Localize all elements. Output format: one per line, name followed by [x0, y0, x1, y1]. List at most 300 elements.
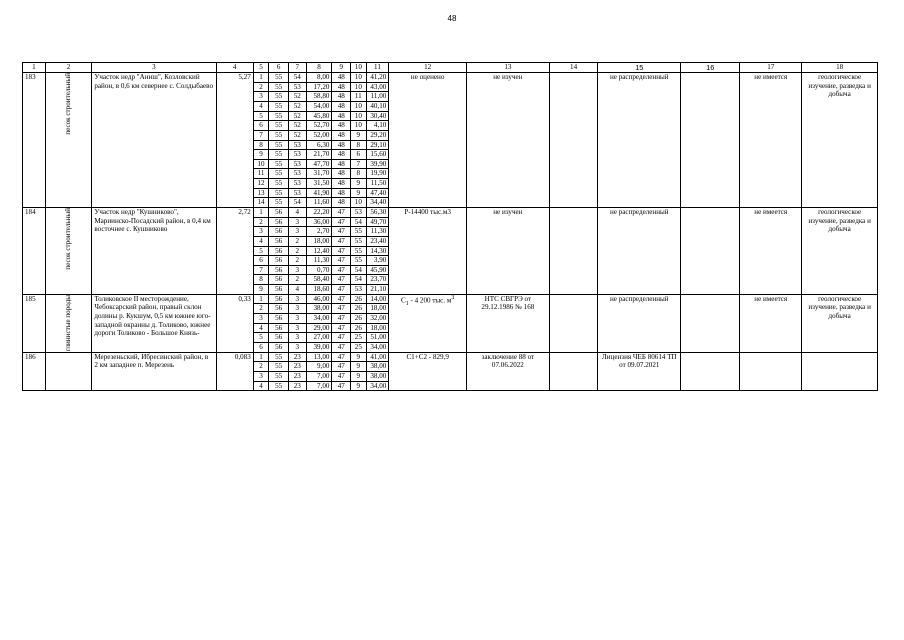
coordinate-cell: 47,40	[366, 188, 389, 198]
coordinate-cell: 47	[332, 342, 351, 352]
coordinate-cell: 1	[253, 208, 269, 218]
coordinate-cell: 2,70	[306, 227, 332, 237]
coordinate-cell: 41,20	[366, 73, 389, 83]
coordinate-cell: 47	[332, 256, 351, 266]
coordinate-cell: 48	[332, 150, 351, 160]
coordinate-cell: 2	[288, 246, 306, 256]
coordinate-cell: 7	[253, 130, 269, 140]
coordinate-cell: 55	[269, 188, 289, 198]
coordinate-cell: 34,00	[306, 314, 332, 324]
coordinate-cell: 19,90	[366, 169, 389, 179]
coordinate-cell: 2	[253, 217, 269, 227]
coordinate-cell: 56	[269, 256, 289, 266]
coordinate-cell: 48	[332, 73, 351, 83]
coordinate-cell: 39,90	[366, 159, 389, 169]
coordinate-cell: 55	[269, 130, 289, 140]
register-table	[22, 62, 878, 391]
usage-purpose: геологическое изучение, разведка и добыча	[802, 208, 878, 295]
coordinate-cell: 56	[269, 236, 289, 246]
coordinate-cell: 2	[253, 304, 269, 314]
coordinate-cell: 6	[253, 342, 269, 352]
coordinate-cell: 9	[253, 150, 269, 160]
coordinate-cell: 38,00	[366, 371, 389, 381]
coordinate-cell: 47	[332, 208, 351, 218]
coordinate-cell: 2	[288, 256, 306, 266]
coordinate-cell: 58,40	[306, 275, 332, 285]
reserves-value: - 4 200 тыс. м	[408, 296, 452, 305]
coordinate-cell: 23	[288, 371, 306, 381]
coordinate-cell: 45,80	[306, 111, 332, 121]
coordinate-cell: 34,00	[366, 381, 389, 391]
column-14	[549, 294, 598, 352]
coordinate-cell: 55	[351, 227, 367, 237]
coordinate-cell: 53	[288, 169, 306, 179]
coordinate-cell: 3	[288, 314, 306, 324]
column-17	[740, 352, 802, 391]
coordinate-cell: 55	[269, 159, 289, 169]
coordinate-cell: 48	[332, 159, 351, 169]
coordinate-cell: 55	[269, 362, 289, 372]
coordinate-cell: 4,10	[366, 121, 389, 131]
reserves-unit-power: 3	[451, 294, 455, 301]
license-status: не распределенный	[598, 294, 681, 352]
coordinate-cell: 8	[351, 140, 367, 150]
coordinate-cell: 2	[253, 82, 269, 92]
coordinate-cell: 55	[269, 82, 289, 92]
coordinate-cell: 3	[253, 227, 269, 237]
column-17: не имеется	[740, 73, 802, 208]
coordinate-cell: 3	[253, 92, 269, 102]
coordinate-cell: 13	[253, 188, 269, 198]
column-number-16: 16	[681, 63, 740, 73]
column-number-4: 4	[216, 63, 253, 73]
license-status: не распределенный	[598, 73, 681, 208]
coordinate-cell: 5	[253, 246, 269, 256]
coordinate-cell: 52	[288, 121, 306, 131]
coordinate-cell: 41,90	[306, 188, 332, 198]
coordinate-cell: 47	[332, 333, 351, 343]
coordinate-cell: 45,90	[366, 265, 389, 275]
coordinate-cell: 18,00	[306, 236, 332, 246]
coordinate-cell: 8	[351, 169, 367, 179]
coordinate-cell: 56	[269, 246, 289, 256]
coordinate-cell: 10	[351, 101, 367, 111]
coordinate-cell: 25	[351, 333, 367, 343]
license-status: не распределенный	[598, 208, 681, 295]
coordinate-cell: 4	[253, 101, 269, 111]
coordinate-cell: 31,50	[306, 179, 332, 189]
coordinate-cell: 53	[288, 159, 306, 169]
table-row	[23, 73, 878, 83]
mineral-type-label: глинистые породы	[64, 294, 73, 351]
column-17: не имеется	[740, 294, 802, 352]
coordinate-cell: 48	[332, 140, 351, 150]
coordinate-cell: 26	[351, 314, 367, 324]
reserves	[389, 294, 467, 352]
column-number-11: 11	[366, 63, 389, 73]
column-number-2: 2	[45, 63, 92, 73]
coordinate-cell: 39,00	[306, 342, 332, 352]
coordinate-cell: 3,90	[366, 256, 389, 266]
coordinate-cell: 3	[253, 371, 269, 381]
table-row	[23, 294, 878, 304]
coordinate-cell: 23	[288, 352, 306, 362]
coordinate-cell: 4	[253, 236, 269, 246]
coordinate-cell: 52,00	[306, 130, 332, 140]
table-row	[23, 352, 878, 362]
coordinate-cell: 9	[351, 179, 367, 189]
coordinate-cell: 55	[269, 352, 289, 362]
coordinate-cell: 29,20	[366, 130, 389, 140]
coordinate-cell: 56,30	[366, 208, 389, 218]
coordinate-cell: 54	[351, 275, 367, 285]
coordinate-cell: 48	[332, 111, 351, 121]
coordinate-cell: 52,70	[306, 121, 332, 131]
coordinate-cell: 47	[332, 314, 351, 324]
coordinate-cell: 3	[253, 314, 269, 324]
coordinate-cell: 47	[332, 371, 351, 381]
coordinate-cell: 3	[288, 294, 306, 304]
column-16	[681, 352, 740, 391]
mineral-type	[45, 73, 92, 208]
coordinate-cell: 56	[269, 227, 289, 237]
coordinate-cell: 55	[351, 256, 367, 266]
coordinate-cell: 47	[332, 294, 351, 304]
coordinate-cell: 10	[351, 82, 367, 92]
reserves: C1+C2 - 829,9	[389, 352, 467, 391]
coordinate-cell: 38,00	[366, 362, 389, 372]
reserves: не оценено	[389, 73, 467, 208]
page-number: 48	[447, 14, 457, 23]
coordinate-cell: 56	[269, 208, 289, 218]
coordinate-cell: 6	[351, 150, 367, 160]
coordinate-cell: 23	[288, 362, 306, 372]
coordinate-cell: 54	[288, 198, 306, 208]
coordinate-cell: 3	[288, 217, 306, 227]
coordinate-cell: 40,10	[366, 101, 389, 111]
record-id: 185	[23, 294, 46, 352]
coordinate-cell: 1	[253, 294, 269, 304]
site-area: 0,083	[216, 352, 253, 391]
coordinate-cell: 4	[288, 208, 306, 218]
coordinate-cell: 55	[269, 381, 289, 391]
column-14	[549, 208, 598, 295]
coordinate-cell: 53	[288, 82, 306, 92]
coordinate-cell: 52	[288, 101, 306, 111]
coordinate-cell: 4	[288, 285, 306, 295]
coordinate-cell: 10	[351, 73, 367, 83]
coordinate-cell: 14	[253, 198, 269, 208]
coordinate-cell: 18,00	[366, 304, 389, 314]
coordinate-cell: 26	[351, 304, 367, 314]
coordinate-cell: 15,60	[366, 150, 389, 160]
coordinate-cell: 48	[332, 198, 351, 208]
reserves-category: C	[400, 296, 406, 305]
reserves: P-14400 тыс.м3	[389, 208, 467, 295]
coordinate-cell: 56	[269, 342, 289, 352]
coordinate-cell: 48	[332, 130, 351, 140]
coordinate-cell: 9	[253, 285, 269, 295]
coordinate-cell: 48	[332, 82, 351, 92]
coordinate-cell: 9	[351, 130, 367, 140]
column-14	[549, 73, 598, 208]
coordinate-cell: 4	[253, 381, 269, 391]
coordinate-cell: 56	[269, 294, 289, 304]
coordinate-cell: 47	[332, 217, 351, 227]
column-number-15: 15	[598, 63, 681, 73]
column-number-3: 3	[92, 63, 216, 73]
coordinate-cell: 54,00	[306, 101, 332, 111]
coordinate-cell: 56	[269, 333, 289, 343]
usage-purpose: геологическое изучение, разведка и добыча	[802, 73, 878, 208]
coordinate-cell: 9	[351, 188, 367, 198]
coordinate-cell: 51,00	[366, 333, 389, 343]
column-number-12: 12	[389, 63, 467, 73]
coordinate-cell: 47	[332, 275, 351, 285]
coordinate-cell: 9	[351, 381, 367, 391]
coordinate-cell: 55	[269, 179, 289, 189]
column-number-6: 6	[269, 63, 289, 73]
mineral-type-label: песок строительный	[64, 73, 73, 135]
coordinate-cell: 10	[351, 111, 367, 121]
coordinate-cell: 47	[332, 381, 351, 391]
column-number-9: 9	[332, 63, 351, 73]
coordinate-cell: 36,00	[306, 217, 332, 227]
coordinate-cell: 11,30	[366, 227, 389, 237]
column-number-row	[23, 63, 878, 73]
column-14	[549, 352, 598, 391]
mineral-type	[45, 352, 92, 391]
coordinate-cell: 43,00	[366, 82, 389, 92]
column-number-7: 7	[288, 63, 306, 73]
coordinate-cell: 47	[332, 285, 351, 295]
coordinate-cell: 7,00	[306, 381, 332, 391]
coordinate-cell: 1	[253, 73, 269, 83]
mineral-type	[45, 294, 92, 352]
coordinate-cell: 48	[332, 179, 351, 189]
record-id: 186	[23, 352, 46, 391]
coordinate-cell: 55	[269, 150, 289, 160]
coordinate-cell: 14,00	[366, 294, 389, 304]
study-status: НТС СВГРЭ от 29.12.1986 № 168	[466, 294, 549, 352]
coordinate-cell: 3	[288, 333, 306, 343]
coordinate-cell: 26	[351, 294, 367, 304]
coordinate-cell: 23,70	[366, 275, 389, 285]
study-status: не изучен	[466, 208, 549, 295]
coordinate-cell: 2	[253, 362, 269, 372]
column-16	[681, 208, 740, 295]
table-row	[23, 208, 878, 218]
coordinate-cell: 6	[253, 256, 269, 266]
coordinate-cell: 9	[351, 371, 367, 381]
coordinate-cell: 54	[288, 73, 306, 83]
coordinate-cell: 47,70	[306, 159, 332, 169]
coordinate-cell: 55	[269, 198, 289, 208]
coordinate-cell: 47	[332, 352, 351, 362]
coordinate-cell: 53	[288, 150, 306, 160]
coordinate-cell: 48	[332, 169, 351, 179]
coordinate-cell: 56	[269, 275, 289, 285]
coordinate-cell: 3	[288, 227, 306, 237]
coordinate-cell: 49,70	[366, 217, 389, 227]
site-area: 0,33	[216, 294, 253, 352]
coordinate-cell: 52	[288, 111, 306, 121]
coordinate-cell: 18,60	[306, 285, 332, 295]
site-name: Участок недр "Кушниково", Мариинско-Посадский район, в 0,4 км восточнее с. Кушниково	[92, 208, 216, 295]
coordinate-cell: 55	[351, 236, 367, 246]
coordinate-cell: 9	[351, 362, 367, 372]
mineral-type-label: песок строительный	[64, 208, 73, 270]
coordinate-cell: 9,00	[306, 362, 332, 372]
column-number-10: 10	[351, 63, 367, 73]
column-number-18: 18	[802, 63, 878, 73]
coordinate-cell: 41,00	[366, 352, 389, 362]
coordinate-cell: 48	[332, 101, 351, 111]
coordinate-cell: 53	[351, 208, 367, 218]
coordinate-cell: 6	[253, 121, 269, 131]
coordinate-cell: 12,40	[306, 246, 332, 256]
coordinate-cell: 3	[288, 323, 306, 333]
coordinate-cell: 11,60	[306, 198, 332, 208]
coordinate-cell: 11,00	[366, 92, 389, 102]
coordinate-cell: 32,00	[366, 314, 389, 324]
coordinate-cell: 55	[269, 140, 289, 150]
coordinate-cell: 38,00	[306, 304, 332, 314]
coordinate-cell: 2	[288, 275, 306, 285]
column-number-14: 14	[549, 63, 598, 73]
coordinate-cell: 4	[253, 323, 269, 333]
coordinate-cell: 13,00	[306, 352, 332, 362]
coordinate-cell: 55	[269, 111, 289, 121]
coordinate-cell: 27,00	[306, 333, 332, 343]
mineral-type	[45, 208, 92, 295]
coordinate-cell: 11,50	[366, 179, 389, 189]
coordinate-cell: 55	[269, 169, 289, 179]
coordinate-cell: 10	[351, 198, 367, 208]
coordinate-cell: 12	[253, 179, 269, 189]
coordinate-cell: 47	[332, 246, 351, 256]
coordinate-cell: 56	[269, 285, 289, 295]
coordinate-cell: 21,70	[306, 150, 332, 160]
license-status: Лицензия ЧЕБ 80614 ТП от 09.07.2021	[598, 352, 681, 391]
coordinate-cell: 48	[332, 92, 351, 102]
coordinate-cell: 23,40	[366, 236, 389, 246]
column-number-8: 8	[306, 63, 332, 73]
coordinate-cell: 8,00	[306, 73, 332, 83]
usage-purpose: геологическое изучение, разведка и добыча	[802, 294, 878, 352]
coordinate-cell: 47	[332, 362, 351, 372]
coordinate-cell: 2	[288, 236, 306, 246]
coordinate-cell: 7	[253, 265, 269, 275]
coordinate-cell: 10	[351, 121, 367, 131]
coordinate-cell: 34,00	[366, 342, 389, 352]
site-name: Толиковское II месторождение, Чебоксарский район, правый склон долины р. Кукшум, 0,5 км южнее юго-западной окраины д. Толиково, южнее дороги Толиково - Большое Князь-	[92, 294, 216, 352]
column-17: не имеется	[740, 208, 802, 295]
coordinate-cell: 48	[332, 188, 351, 198]
site-name: Участок недр "Аниш", Козловский район, в 0,6 км севернее с. Солдыбаево	[92, 73, 216, 208]
coordinate-cell: 55	[269, 371, 289, 381]
coordinate-cell: 34,40	[366, 198, 389, 208]
coordinate-cell: 55	[351, 246, 367, 256]
coordinate-cell: 17,20	[306, 82, 332, 92]
coordinate-cell: 5	[253, 333, 269, 343]
coordinate-cell: 23	[288, 381, 306, 391]
coordinate-cell: 9	[351, 352, 367, 362]
coordinate-cell: 46,00	[306, 294, 332, 304]
column-number-13: 13	[466, 63, 549, 73]
coordinate-cell: 11	[351, 92, 367, 102]
coordinate-cell: 25	[351, 342, 367, 352]
coordinate-cell: 8	[253, 140, 269, 150]
coordinate-cell: 14,30	[366, 246, 389, 256]
coordinate-cell: 52	[288, 130, 306, 140]
coordinate-cell: 3	[288, 342, 306, 352]
coordinate-cell: 10	[253, 159, 269, 169]
coordinate-cell: 56	[269, 217, 289, 227]
coordinate-cell: 21,10	[366, 285, 389, 295]
coordinate-cell: 52	[288, 92, 306, 102]
coordinate-cell: 55	[269, 73, 289, 83]
coordinate-cell: 56	[269, 323, 289, 333]
coordinate-cell: 58,80	[306, 92, 332, 102]
column-16	[681, 73, 740, 208]
site-name: Мерезеньский, Ибресинский район, в 2 км западнее п. Мерезень	[92, 352, 216, 391]
coordinate-cell: 53	[288, 188, 306, 198]
coordinate-cell: 29,10	[366, 140, 389, 150]
coordinate-cell: 47	[332, 323, 351, 333]
coordinate-cell: 31,70	[306, 169, 332, 179]
coordinate-cell: 47	[332, 227, 351, 237]
coordinate-cell: 11	[253, 169, 269, 179]
record-id: 183	[23, 73, 46, 208]
coordinate-cell: 55	[269, 101, 289, 111]
coordinate-cell: 47	[332, 265, 351, 275]
coordinate-cell: 11,30	[306, 256, 332, 266]
coordinate-cell: 55	[269, 92, 289, 102]
coordinate-cell: 18,00	[366, 323, 389, 333]
coordinate-cell: 0,70	[306, 265, 332, 275]
coordinate-cell: 7	[351, 159, 367, 169]
coordinate-cell: 56	[269, 265, 289, 275]
coordinate-cell: 54	[351, 265, 367, 275]
usage-purpose	[802, 352, 878, 391]
coordinate-cell: 26	[351, 323, 367, 333]
coordinate-cell: 53	[288, 179, 306, 189]
coordinate-cell: 29,00	[306, 323, 332, 333]
coordinate-cell: 53	[351, 285, 367, 295]
column-number-17: 17	[740, 63, 802, 73]
record-id: 184	[23, 208, 46, 295]
coordinate-cell: 54	[351, 217, 367, 227]
column-16	[681, 294, 740, 352]
coordinate-cell: 7,00	[306, 371, 332, 381]
coordinate-cell: 47	[332, 304, 351, 314]
coordinate-cell: 56	[269, 314, 289, 324]
coordinate-cell: 1	[253, 352, 269, 362]
site-area: 2,72	[216, 208, 253, 295]
study-status: не изучен	[466, 73, 549, 208]
column-number-1: 1	[23, 63, 46, 73]
coordinate-cell: 6,30	[306, 140, 332, 150]
site-area: 5,27	[216, 73, 253, 208]
coordinate-cell: 22,20	[306, 208, 332, 218]
coordinate-cell: 30,40	[366, 111, 389, 121]
coordinate-cell: 5	[253, 111, 269, 121]
coordinate-cell: 47	[332, 236, 351, 246]
coordinate-cell: 3	[288, 265, 306, 275]
coordinate-cell: 48	[332, 121, 351, 131]
study-status: заключение 88 от 07.06.2022	[466, 352, 549, 391]
